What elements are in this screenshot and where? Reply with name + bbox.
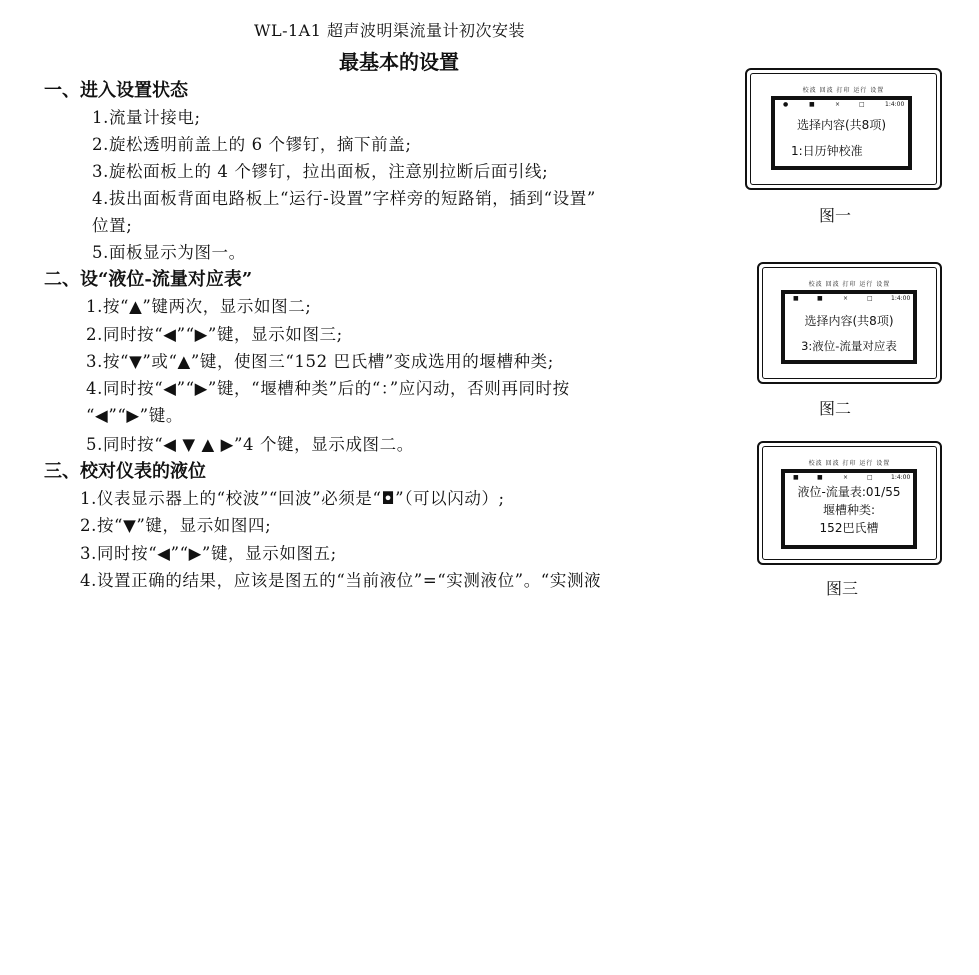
- figure-1-panel: [745, 68, 942, 190]
- figure-3-indicator-labels: 校波 回波 打印 运行 设置: [808, 460, 891, 467]
- figure-3-screen: [781, 469, 917, 549]
- section-3-line-2: 2.按“▼”键，显示如图四;: [80, 516, 272, 535]
- figure-2-line-2: 3:液位-流量对应表: [801, 339, 897, 353]
- figure-2-panel: [757, 262, 942, 384]
- section-3-line-4: 4.设置正确的结果，应该是图五的“当前液位”=“实测液位”。“实测液: [80, 571, 602, 590]
- section-2-line-5: 5.同时按“◀ ▼ ▲ ▶”4 个键，显示成图二。: [86, 435, 414, 454]
- figure-1-line-1: 选择内容(共8项): [797, 118, 886, 132]
- figure-3-line-3: 152巴氏槽: [819, 521, 879, 535]
- figure-2-indicator-marks: ■ ■ × □ 1:4:00: [793, 295, 911, 302]
- section-2-line-1: 1.按“▲”键两次，显示如图二;: [86, 297, 312, 316]
- figure-3-line-2: 堰槽种类:: [822, 503, 876, 517]
- section-3-line-3: 3.同时按“◀”“▶”键，显示如图五;: [80, 544, 337, 563]
- document-subtitle: 最基本的设置: [339, 50, 459, 74]
- document-title: WL-1A1 超声波明渠流量计初次安装: [254, 21, 525, 40]
- figure-1-screen: [771, 96, 912, 170]
- section-heading-3: 三、校对仪表的液位: [44, 461, 206, 482]
- section-1-line-3: 3.旋松面板上的 4 个镠钉，拉出面板，注意别拉断后面引线;: [92, 162, 549, 181]
- figure-2-caption: 图二: [819, 399, 852, 418]
- section-3-line-1: 1.仪表显示器上的“校波”“回波”必须是“◘”（可以闪动）;: [80, 489, 505, 508]
- section-1-line-4-cont: 位置;: [92, 216, 133, 235]
- figure-1-caption: 图一: [819, 206, 852, 225]
- section-2-line-4-cont: “◀”“▶”键。: [86, 406, 183, 425]
- figure-2-indicator-labels: 校波 回波 打印 运行 设置: [808, 281, 891, 288]
- section-2-line-3: 3.按“▼”或“▲”键，使图三“152 巴氏槽”变成选用的堰槽种类;: [86, 352, 554, 371]
- figure-1-line-2: 1:日历钟校准: [791, 144, 863, 158]
- figure-1-indicator-labels: 校波 回波 打印 运行 设置: [802, 87, 885, 94]
- figure-3-panel: [757, 441, 942, 565]
- section-1-line-5: 5.面板显示为图一。: [92, 243, 246, 262]
- section-2-line-4: 4.同时按“◀”“▶”键，“堰槽种类”后的“：”应闪动，否则再同时按: [86, 379, 570, 398]
- section-1-line-4: 4.拔出面板背面电路板上“运行-设置”字样旁的短路销，插到“设置”: [92, 189, 596, 208]
- section-1-line-2: 2.旋松透明前盖上的 6 个镠钉，摘下前盖;: [92, 135, 412, 154]
- figure-3-indicator-marks: ■ ■ × □ 1:4:00: [793, 474, 911, 481]
- section-heading-2: 二、设“液位-流量对应表”: [44, 269, 253, 290]
- figure-3-line-1: 液位-流量表:01/55: [797, 485, 901, 499]
- figure-2-line-1: 选择内容(共8项): [804, 314, 894, 328]
- section-heading-1: 一、进入设置状态: [44, 80, 188, 101]
- figure-2-screen: [781, 290, 917, 364]
- section-2-line-2: 2.同时按“◀”“▶”键，显示如图三;: [86, 325, 343, 344]
- figure-3-caption: 图三: [826, 579, 859, 598]
- section-1-line-1: 1.流量计接电;: [92, 108, 201, 127]
- figure-1-indicator-marks: ● ■ × □ 1:4:00: [783, 101, 905, 108]
